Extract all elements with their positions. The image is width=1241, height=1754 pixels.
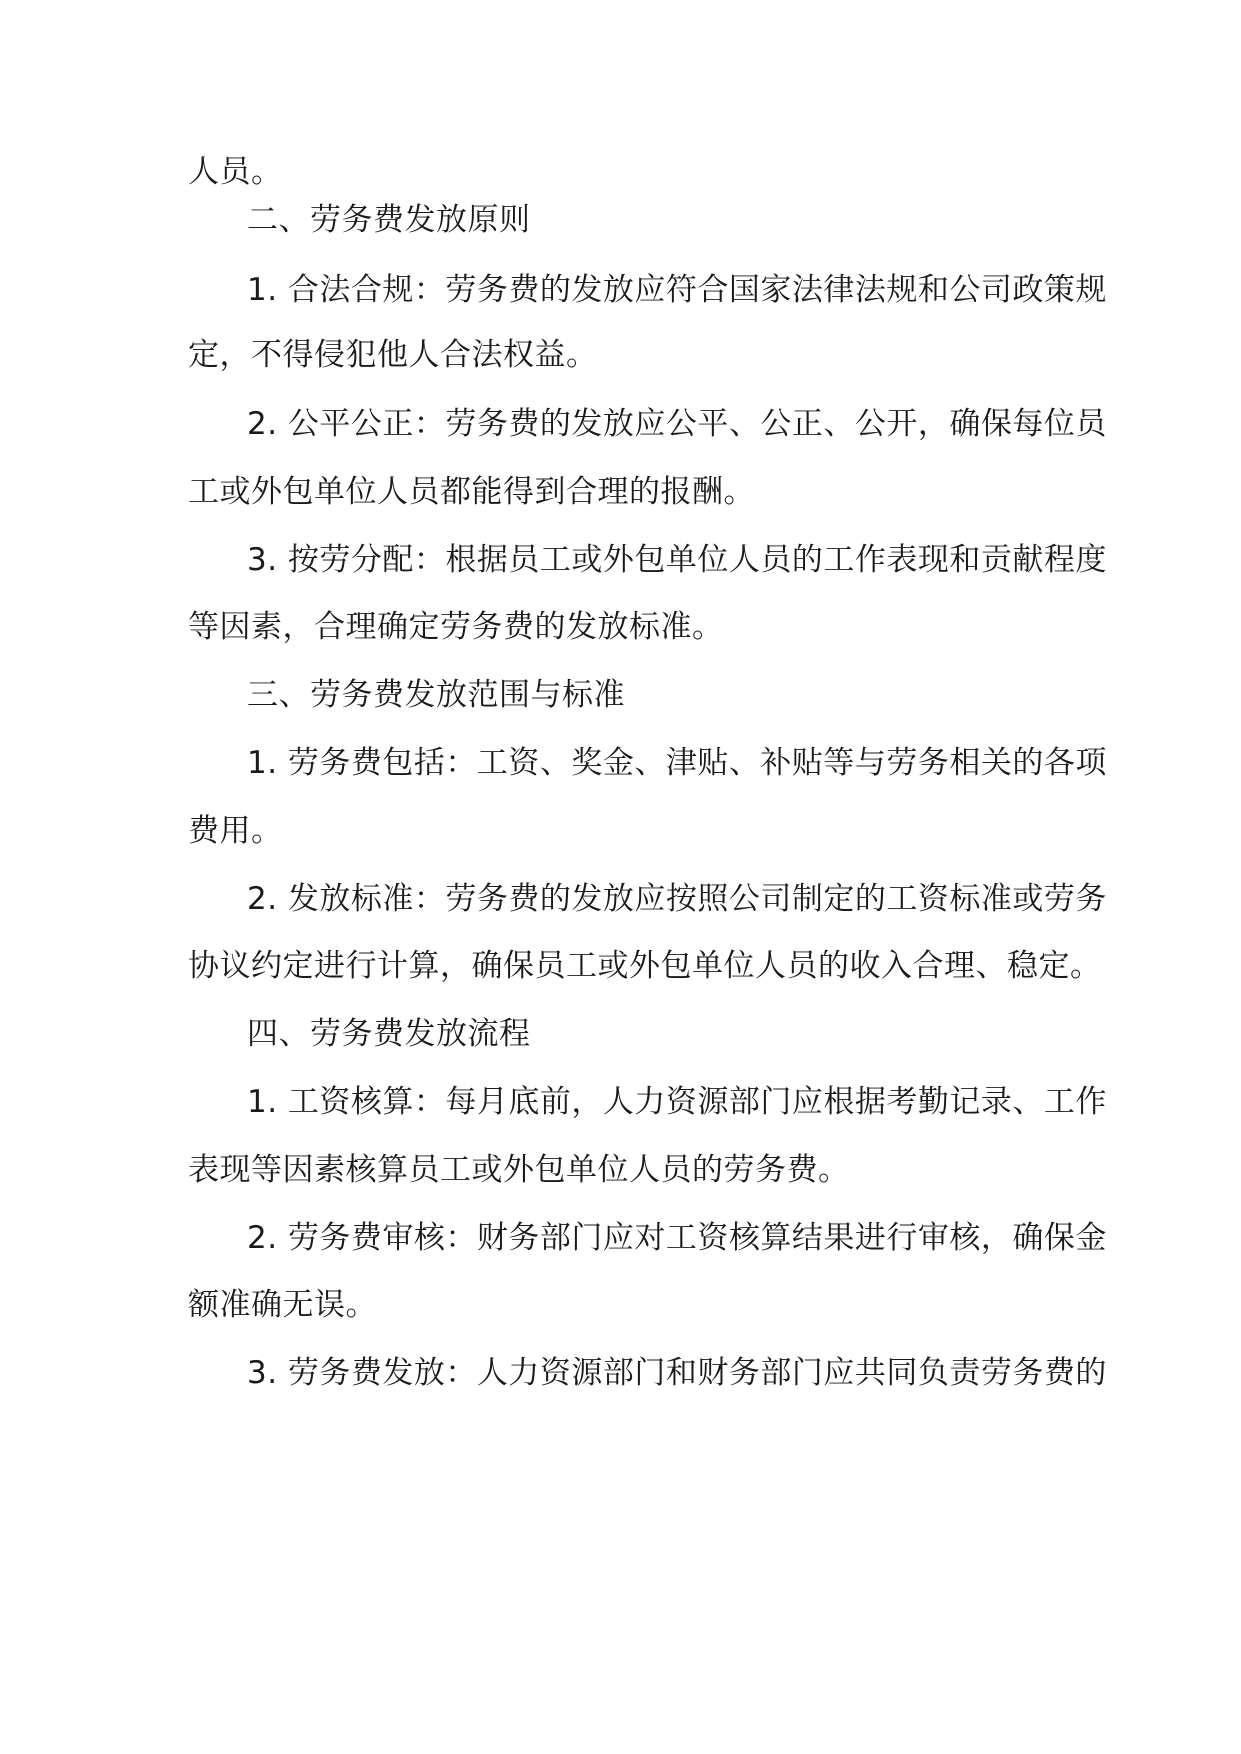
- list-item-line: 协议约定进行计算，确保员工或外包单位人员的收入合理、稳定。: [188, 948, 1102, 984]
- section-heading-2: 二、劳务费发放原则: [247, 202, 531, 238]
- list-item-line: 定，不得侵犯他人合法权益。: [188, 337, 598, 373]
- list-item-line: 3. 按劳分配：根据员工或外包单位人员的工作表现和贡献程度: [247, 542, 1107, 578]
- section-heading-4: 四、劳务费发放流程: [247, 1016, 531, 1052]
- paragraph-continuation: 人员。: [188, 154, 283, 190]
- list-item-line: 表现等因素核算员工或外包单位人员的劳务费。: [188, 1152, 850, 1188]
- list-item-line: 1. 工资核算：每月底前，人力资源部门应根据考勤记录、工作: [247, 1084, 1107, 1120]
- list-item-line: 等因素，合理确定劳务费的发放标准。: [188, 609, 724, 645]
- section-heading-3: 三、劳务费发放范围与标准: [247, 677, 625, 713]
- list-item-line: 2. 劳务费审核：财务部门应对工资核算结果进行审核，确保金: [247, 1220, 1107, 1256]
- list-item-line: 工或外包单位人员都能得到合理的报酬。: [188, 474, 755, 510]
- list-item-line: 费用。: [188, 813, 283, 849]
- list-item-line: 额准确无误。: [188, 1287, 377, 1323]
- list-item-line: 3. 劳务费发放：人力资源部门和财务部门应共同负责劳务费的: [247, 1355, 1107, 1391]
- list-item-line: 1. 合法合规：劳务费的发放应符合国家法律法规和公司政策规: [247, 272, 1107, 308]
- list-item-line: 2. 发放标准：劳务费的发放应按照公司制定的工资标准或劳务: [247, 881, 1107, 917]
- list-item-line: 2. 公平公正：劳务费的发放应公平、公正、公开，确保每位员: [247, 406, 1107, 442]
- list-item-line: 1. 劳务费包括：工资、奖金、津贴、补贴等与劳务相关的各项: [247, 745, 1107, 781]
